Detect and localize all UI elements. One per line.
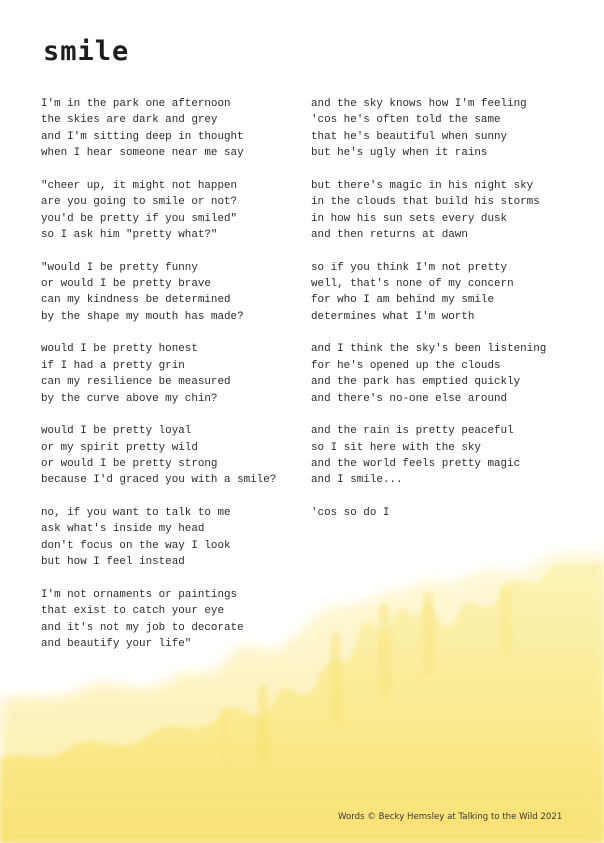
poem-line: are you going to smile or not?	[41, 196, 238, 209]
poem-line: when I hear someone near me say	[41, 147, 244, 160]
poem-line: and beautify your life"	[41, 638, 192, 651]
poem-title: smile	[43, 36, 130, 67]
stanza	[41, 96, 296, 162]
poem-column-right	[311, 96, 571, 538]
stanza	[311, 341, 571, 407]
poem-line: 'cos so do I	[311, 507, 390, 520]
poem-line: so if you think I'm not pretty	[311, 261, 508, 274]
poem-line: and I'm sitting deep in thought	[41, 130, 244, 143]
poem-line: can my kindness be determined	[41, 294, 231, 307]
wash-drip-1	[378, 603, 392, 698]
stanza	[41, 587, 296, 653]
poem-line: in the clouds that build his storms	[311, 196, 540, 209]
stanza	[311, 178, 571, 244]
poem-line: or would I be pretty strong	[41, 458, 218, 471]
poem-line: but how I feel instead	[41, 556, 185, 569]
poem-line: and the world feels pretty magic	[311, 458, 521, 471]
poem-line: "cheer up, it might not happen	[41, 179, 238, 192]
wash-drip-3	[257, 684, 270, 765]
poem-line: no, if you want to talk to me	[41, 507, 231, 520]
stanza	[311, 260, 571, 326]
stanza	[41, 423, 296, 489]
poem-line: determines what I'm worth	[311, 310, 475, 323]
poem-line: and I think the sky's been listening	[311, 343, 547, 356]
poem-line: so I ask him "pretty what?"	[41, 229, 218, 242]
poem-line: would I be pretty honest	[41, 343, 198, 356]
poem-line: would I be pretty loyal	[41, 425, 192, 438]
poem-line: and the park has emptied quickly	[311, 376, 521, 389]
copyright-credit: Words © Becky Hemsley at Talking to the Wild 2021	[338, 812, 563, 822]
poem-line: if I had a pretty grin	[41, 359, 185, 372]
poem-line: but he's ugly when it rains	[311, 147, 488, 160]
poem-line: you'd be pretty if you smiled"	[41, 212, 238, 225]
poem-line: by the shape my mouth has made?	[41, 310, 244, 323]
poem-line: "would I be pretty funny	[41, 261, 198, 274]
poem-line: but there's magic in his night sky	[311, 179, 534, 192]
wash-drip-5	[500, 586, 512, 655]
stanza	[311, 505, 571, 521]
stanza	[311, 96, 571, 162]
poem-line: so I sit here with the sky	[311, 441, 481, 454]
stanza	[41, 178, 296, 244]
poem-line: for who I am behind my smile	[311, 294, 494, 307]
poem-line: that exist to catch your eye	[41, 605, 224, 618]
stanza	[41, 505, 296, 571]
poem-line: can my resilience be measured	[41, 376, 231, 389]
poem-line: or would I be pretty brave	[41, 278, 211, 291]
poem-line: don't focus on the way I look	[41, 539, 231, 552]
stanza	[41, 341, 296, 407]
poem-line: and it's not my job to decorate	[41, 621, 244, 634]
wash-drip-2	[423, 592, 436, 677]
poem-line: and there's no-one else around	[311, 392, 508, 405]
poem-line: by the curve above my chin?	[41, 392, 218, 405]
poem-line: in how his sun sets every dusk	[311, 212, 508, 225]
poem-line: ask what's inside my head	[41, 523, 205, 536]
poem-line: I'm not ornaments or paintings	[41, 588, 238, 601]
poem-line: and then returns at dawn	[311, 229, 468, 242]
poem-line: and I smile...	[311, 474, 403, 487]
poem-column-left	[41, 96, 296, 669]
poem-line: well, that's none of my concern	[311, 278, 514, 291]
poem-line: or my spirit pretty wild	[41, 441, 198, 454]
poem-line: for he's opened up the clouds	[311, 359, 501, 372]
poem-line: and the sky knows how I'm feeling	[311, 98, 527, 110]
poem-line: the skies are dark and grey	[41, 114, 218, 127]
poem-line: because I'd graced you with a smile?	[41, 474, 277, 487]
poem-line: and the rain is pretty peaceful	[311, 425, 514, 438]
poem-line: that he's beautiful when sunny	[311, 130, 508, 143]
stanza	[41, 260, 296, 326]
stanza	[311, 423, 571, 489]
poem-line: 'cos he's often told the same	[311, 114, 501, 127]
poem-line: I'm in the park one afternoon	[41, 98, 231, 110]
